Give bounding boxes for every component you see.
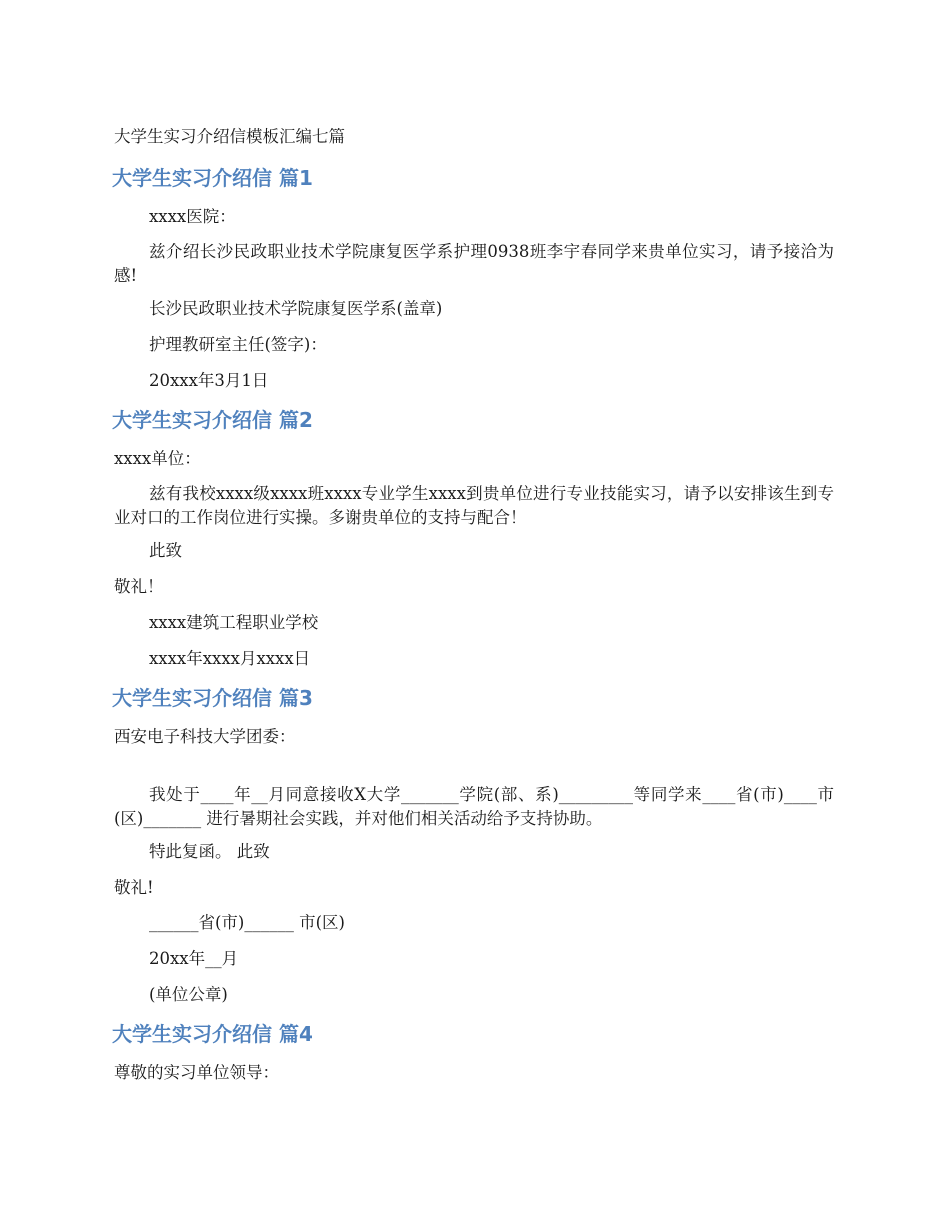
section-heading-3: 大学生实习介绍信 篇3: [112, 686, 313, 710]
body-paragraph: 兹介绍长沙民政职业技术学院康复医学系护理0938班李宇春同学来贵单位实习，请予接洽为感!: [114, 242, 834, 285]
body-paragraph: 兹有我校xxxx级xxxx班xxxx专业学生xxxx到贵单位进行专业技能实习，请予以安排该生到专业对口的工作岗位进行实操。多谢贵单位的支持与配合！: [114, 484, 834, 527]
seal-line: (单位公章): [149, 985, 228, 1004]
issuer-line: xxxx建筑工程职业学校: [149, 613, 319, 632]
closing-line: 特此复函。 此致: [149, 842, 270, 861]
body-paragraph: 我处于____年__月同意接收X大学_______学院(部、系)_________等同学来____省(市)____市(区)_______ 进行暑期社会实践，并对他们相关活动给予支持协助。: [114, 785, 834, 828]
salutation: xxxx单位：: [114, 449, 201, 468]
document-title: 大学生实习介绍信模板汇编七篇: [114, 127, 345, 146]
date-line: xxxx年xxxx月xxxx日: [149, 649, 311, 668]
date-line: 20xxx年3月1日: [149, 371, 269, 390]
salutation: 西安电子科技大学团委：: [114, 727, 296, 746]
signature-line: 护理教研室主任(签字)：: [149, 335, 327, 354]
section-heading-1: 大学生实习介绍信 篇1: [112, 166, 313, 190]
closing-regards: 敬礼！: [114, 577, 164, 596]
address-line: ______省(市)______ 市(区): [149, 913, 345, 932]
section-heading-2: 大学生实习介绍信 篇2: [112, 408, 313, 432]
salutation: 尊敬的实习单位领导：: [114, 1063, 279, 1082]
closing-regards: 敬礼!: [114, 878, 154, 897]
section-heading-4: 大学生实习介绍信 篇4: [112, 1022, 313, 1046]
salutation: xxxx医院：: [149, 207, 236, 226]
date-line: 20xx年__月: [149, 949, 239, 968]
issuer-line: 长沙民政职业技术学院康复医学系(盖章): [149, 299, 443, 318]
closing-line: 此致: [149, 541, 182, 560]
